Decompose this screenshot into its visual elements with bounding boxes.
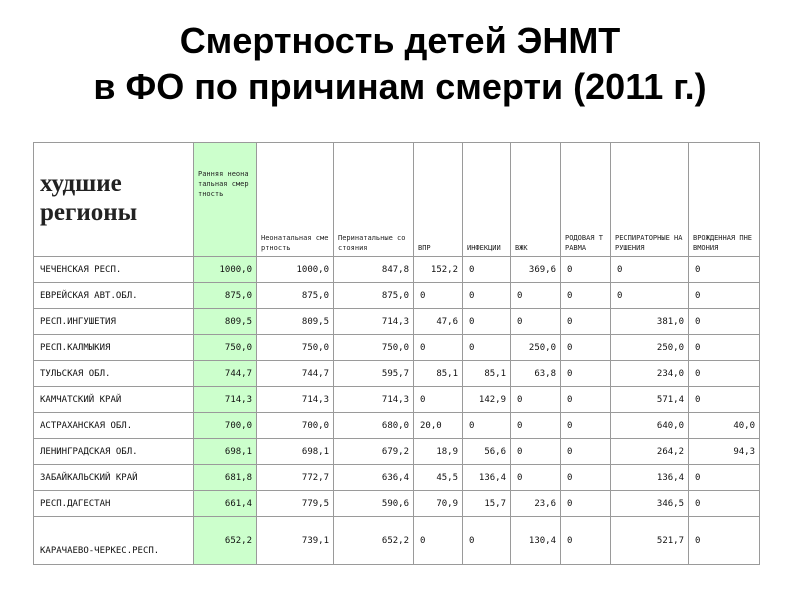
table-row <box>34 361 760 387</box>
value-cell: 136,4 <box>463 465 511 491</box>
region-name-cell: АСТРАХАНСКАЯ ОБЛ. <box>34 413 194 439</box>
value-cell: 0 <box>611 257 689 283</box>
table-row <box>34 257 760 283</box>
value-cell: 0 <box>689 491 760 517</box>
value-cell: 45,5 <box>414 465 463 491</box>
header-pneumonia: ВРОЖДЕННАЯ ПНЕВМОНИЯ <box>689 143 760 257</box>
value-cell: 152,2 <box>414 257 463 283</box>
value-cell: 40,0 <box>689 413 760 439</box>
value-cell: 681,8 <box>194 465 257 491</box>
value-cell: 0 <box>561 413 611 439</box>
value-cell: 0 <box>414 387 463 413</box>
region-name-cell: ЧЕЧЕНСКАЯ РЕСП. <box>34 257 194 283</box>
value-cell: 0 <box>463 257 511 283</box>
table-row <box>34 517 760 565</box>
slide-title <box>0 18 800 110</box>
value-cell: 750,0 <box>194 335 257 361</box>
value-cell: 809,5 <box>194 309 257 335</box>
value-cell: 680,0 <box>334 413 414 439</box>
value-cell: 0 <box>561 517 611 565</box>
value-cell: 0 <box>511 387 561 413</box>
region-name-cell: РЕСП.КАЛМЫКИЯ <box>34 335 194 361</box>
value-cell: 698,1 <box>194 439 257 465</box>
region-name-cell: КАРАЧАЕВО-ЧЕРКЕС.РЕСП. <box>34 517 194 565</box>
value-cell: 70,9 <box>414 491 463 517</box>
header-respiratory: РЕСПИРАТОРНЫЕ НАРУШЕНИЯ <box>611 143 689 257</box>
value-cell: 652,2 <box>334 517 414 565</box>
value-cell: 56,6 <box>463 439 511 465</box>
table-row <box>34 439 760 465</box>
value-cell: 779,5 <box>257 491 334 517</box>
value-cell: 142,9 <box>463 387 511 413</box>
value-cell: 0 <box>463 283 511 309</box>
value-cell: 590,6 <box>334 491 414 517</box>
value-cell: 47,6 <box>414 309 463 335</box>
table-header-row <box>34 143 760 257</box>
value-cell: 744,7 <box>194 361 257 387</box>
value-cell: 847,8 <box>334 257 414 283</box>
value-cell: 739,1 <box>257 517 334 565</box>
value-cell: 0 <box>463 335 511 361</box>
value-cell: 250,0 <box>511 335 561 361</box>
value-cell: 875,0 <box>257 283 334 309</box>
value-cell: 0 <box>511 283 561 309</box>
value-cell: 0 <box>689 465 760 491</box>
table-row <box>34 283 760 309</box>
value-cell: 136,4 <box>611 465 689 491</box>
value-cell: 0 <box>561 335 611 361</box>
value-cell: 264,2 <box>611 439 689 465</box>
value-cell: 0 <box>689 335 760 361</box>
value-cell: 714,3 <box>194 387 257 413</box>
region-name-cell: КАМЧАТСКИЙ КРАЙ <box>34 387 194 413</box>
region-name-cell: ЕВРЕЙСКАЯ АВТ.ОБЛ. <box>34 283 194 309</box>
value-cell: 1000,0 <box>194 257 257 283</box>
value-cell: 679,2 <box>334 439 414 465</box>
value-cell: 0 <box>463 517 511 565</box>
value-cell: 700,0 <box>194 413 257 439</box>
value-cell: 595,7 <box>334 361 414 387</box>
value-cell: 0 <box>561 309 611 335</box>
value-cell: 94,3 <box>689 439 760 465</box>
value-cell: 652,2 <box>194 517 257 565</box>
value-cell: 0 <box>561 465 611 491</box>
value-cell: 381,0 <box>611 309 689 335</box>
value-cell: 63,8 <box>511 361 561 387</box>
value-cell: 0 <box>689 387 760 413</box>
value-cell: 0 <box>463 413 511 439</box>
region-name-cell: ЗАБАЙКАЛЬСКИЙ КРАЙ <box>34 465 194 491</box>
value-cell: 0 <box>463 309 511 335</box>
value-cell: 714,3 <box>257 387 334 413</box>
value-cell: 0 <box>561 361 611 387</box>
mortality-table <box>33 142 760 565</box>
value-cell: 875,0 <box>334 283 414 309</box>
header-vpr: ВПР <box>414 143 463 257</box>
table-row <box>34 309 760 335</box>
value-cell: 0 <box>561 491 611 517</box>
header-vzhk: ВЖК <box>511 143 561 257</box>
header-regions: худшие регионы <box>34 143 194 257</box>
region-name-cell: ЛЕНИНГРАДСКАЯ ОБЛ. <box>34 439 194 465</box>
header-early-neonatal: Ранняя неонатальная смертность <box>194 143 257 257</box>
value-cell: 85,1 <box>414 361 463 387</box>
value-cell: 698,1 <box>257 439 334 465</box>
table-row <box>34 387 760 413</box>
value-cell: 20,0 <box>414 413 463 439</box>
value-cell: 875,0 <box>194 283 257 309</box>
value-cell: 700,0 <box>257 413 334 439</box>
value-cell: 250,0 <box>611 335 689 361</box>
value-cell: 0 <box>511 413 561 439</box>
table-row <box>34 413 760 439</box>
table-body <box>34 257 760 565</box>
value-cell: 0 <box>511 309 561 335</box>
value-cell: 0 <box>561 283 611 309</box>
title-line-2: в ФО по причинам смерти (2011 г.) <box>93 66 707 107</box>
region-name-cell: ТУЛЬСКАЯ ОБЛ. <box>34 361 194 387</box>
value-cell: 0 <box>561 257 611 283</box>
value-cell: 0 <box>561 387 611 413</box>
value-cell: 0 <box>511 465 561 491</box>
value-cell: 521,7 <box>611 517 689 565</box>
region-name-cell: РЕСП.ДАГЕСТАН <box>34 491 194 517</box>
value-cell: 346,5 <box>611 491 689 517</box>
value-cell: 0 <box>414 283 463 309</box>
value-cell: 0 <box>414 335 463 361</box>
value-cell: 1000,0 <box>257 257 334 283</box>
value-cell: 750,0 <box>257 335 334 361</box>
value-cell: 0 <box>689 361 760 387</box>
value-cell: 0 <box>689 257 760 283</box>
value-cell: 772,7 <box>257 465 334 491</box>
region-name-cell: РЕСП.ИНГУШЕТИЯ <box>34 309 194 335</box>
header-infections: ИНФЕКЦИИ <box>463 143 511 257</box>
value-cell: 714,3 <box>334 387 414 413</box>
value-cell: 0 <box>689 517 760 565</box>
value-cell: 130,4 <box>511 517 561 565</box>
value-cell: 809,5 <box>257 309 334 335</box>
value-cell: 0 <box>689 309 760 335</box>
value-cell: 15,7 <box>463 491 511 517</box>
value-cell: 640,0 <box>611 413 689 439</box>
header-neonatal: Неонатальная смертность <box>257 143 334 257</box>
value-cell: 661,4 <box>194 491 257 517</box>
value-cell: 0 <box>511 439 561 465</box>
header-birth-trauma: РОДОВАЯ ТРАВМА <box>561 143 611 257</box>
value-cell: 234,0 <box>611 361 689 387</box>
value-cell: 0 <box>611 283 689 309</box>
value-cell: 0 <box>689 283 760 309</box>
value-cell: 744,7 <box>257 361 334 387</box>
value-cell: 85,1 <box>463 361 511 387</box>
title-line-1: Смертность детей ЭНМТ <box>179 20 621 61</box>
value-cell: 0 <box>561 439 611 465</box>
table-row <box>34 491 760 517</box>
value-cell: 636,4 <box>334 465 414 491</box>
value-cell: 23,6 <box>511 491 561 517</box>
header-perinatal: Перинатальные состояния <box>334 143 414 257</box>
table-row <box>34 335 760 361</box>
table-row <box>34 465 760 491</box>
value-cell: 571,4 <box>611 387 689 413</box>
value-cell: 369,6 <box>511 257 561 283</box>
value-cell: 750,0 <box>334 335 414 361</box>
value-cell: 714,3 <box>334 309 414 335</box>
value-cell: 0 <box>414 517 463 565</box>
value-cell: 18,9 <box>414 439 463 465</box>
